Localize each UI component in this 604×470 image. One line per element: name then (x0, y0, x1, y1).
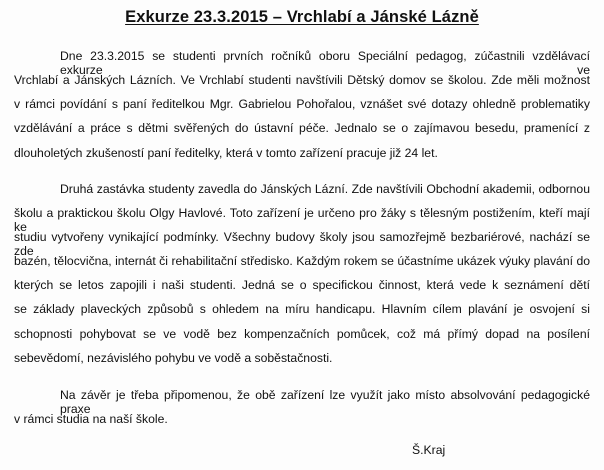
paragraph-2-line-3: studiu vytvořeny vynikající podmínky. Všechny budovy školy jsou samozřejmě bezbariérové, nachází se zde (14, 230, 590, 258)
paragraph-2-line-8: sebevědomí, nezávislého pohybu ve vodě a soběstačnosti. (14, 351, 333, 365)
signature: Š.Kraj (412, 443, 446, 457)
paragraph-1-line-4: vzdělávání a práce s dětmi svěřených do ústavní péče. Jednalo se o zajímavou besedu, pramenící z (14, 121, 590, 135)
paragraph-3-line-1: Na závěr je třeba připomenou, že obě zařízení lze využít jako místo absolvování pedagogické praxe (60, 388, 590, 416)
paragraph-2-line-2: školu a praktickou školu Olgy Havlové. Toto zařízení je určeno pro žáky s tělesným postižením, kteří mají ke (14, 206, 590, 234)
paragraph-2-line-1: Druhá zastávka studenty zavedla do Jánských Lázní. Zde navštívili Obchodní akademii, odbornou (60, 182, 590, 196)
paragraph-2-line-4: bazén, tělocvična, internát či rehabilitační středisko. Každým rokem se účastníme ukázek výuky plavání do (14, 254, 590, 268)
paragraph-2-line-6: se základy plaveckých způsobů s ohledem na míru handicapu. Hlavním cílem plavání je osvojení si (14, 302, 590, 316)
paragraph-1-line-2: Vrchlabí a Jánských Lázních. Ve Vrchlabí studenti navštívili Dětský domov se školou. Zde měli možnost (14, 73, 590, 87)
paragraph-1-line-1: Dne 23.3.2015 se studenti prvních ročníků oboru Speciální pedagog, zúčastnili vzdělávací exkurze ve (60, 49, 590, 77)
paragraph-3-line-2: v rámci studia na naší škole. (14, 412, 168, 426)
paragraph-1-line-5: dlouholetých zkušeností paní ředitelky, která v tomto zařízení pracuje již 24 let. (14, 146, 438, 160)
paragraph-2-line-7: schopnosti pohybovat se ve vodě bez kompenzačních pomůcek, což má přímý dopad na posílení (14, 327, 590, 341)
paragraph-2-line-5: kterých se letos zapojili i naši studenti. Jedná se o specifickou činnost, která vede k seznámení dětí (14, 278, 590, 292)
paragraph-1-line-3: v rámci povídání s paní ředitelkou Mgr. Gabrielou Pohořalou, vznášet své dotazy ohledně problematiky (14, 97, 590, 111)
document-title: Exkurze 23.3.2015 – Vrchlabí a Jánské Lázně (125, 8, 479, 26)
